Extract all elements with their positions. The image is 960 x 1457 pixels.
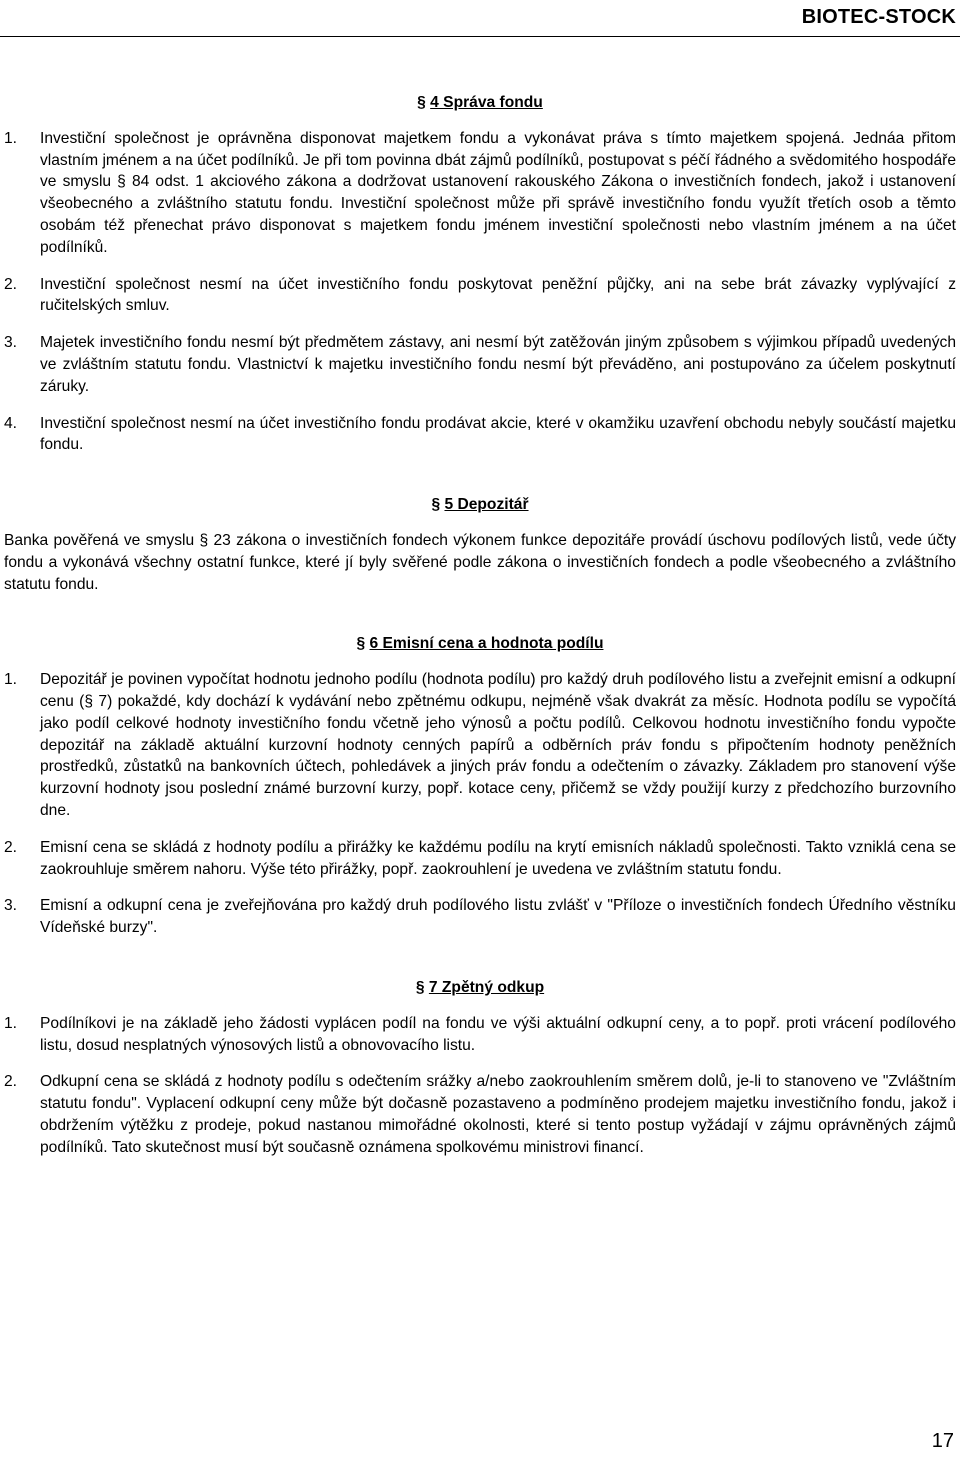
item-number: 1. bbox=[4, 1014, 18, 1032]
item-text: Investiční společnost nesmí na účet investičního fondu poskytovat peněžní půjčky, ani na sebe brát závazky vyplývající z ručitelských smluv. bbox=[40, 275, 956, 315]
section-7-zpetny-odkup bbox=[4, 977, 956, 1159]
section-6-emisni-cena bbox=[4, 633, 956, 939]
item-number: 2. bbox=[4, 275, 18, 293]
section-title: 5 Depozitář bbox=[444, 496, 529, 514]
numbered-paragraph bbox=[4, 1071, 956, 1158]
numbered-paragraph bbox=[4, 669, 956, 822]
header-divider bbox=[0, 36, 960, 37]
item-number: 2. bbox=[4, 838, 18, 856]
item-number: 4. bbox=[4, 414, 18, 432]
section-marker-icon: § bbox=[431, 496, 445, 514]
item-number: 3. bbox=[4, 897, 18, 915]
section-heading bbox=[4, 92, 956, 114]
section-heading bbox=[4, 977, 956, 999]
numbered-paragraph bbox=[4, 128, 956, 259]
numbered-paragraph bbox=[4, 274, 956, 318]
item-text: Depozitář je povinen vypočítat hodnotu jednoho podílu (hodnota podílu) pro každý druh podílového listu a zveřejnit emisní a odkupní cenu (§ 7) pokaždé, kdy dochází k vydávání nebo zpětnému odkupu, nejméně však dvakrát za měsíc. Hodnota podílu se vypočítá jako podíl celkové hodnoty investičního fondu včetně jeho výnosů a počtu podílů. Celkovou hodnotu investičního fondu vypočte depozitář na základě aktuální kurzovní hodnoty cenných papírů a odběrních práv fondu s připočtením hodnoty peněžních prostředků, zůstatků na bankovních účtech, pohledávek a jiných práv fondu a odečtením o závazky. Základem pro stanovení výše kurzovní hodnoty jsou poslední známé burzovní kurzy, popř. kotace ceny, přičemž se vždy použijí kurzy z předchozího burzovního dne. bbox=[40, 671, 956, 819]
item-number: 1. bbox=[4, 671, 18, 689]
page-number: 17 bbox=[931, 1430, 954, 1452]
section-heading bbox=[4, 494, 956, 516]
numbered-paragraph bbox=[4, 332, 956, 397]
section-spacer bbox=[4, 456, 956, 494]
numbered-paragraph bbox=[4, 837, 956, 881]
numbered-paragraph bbox=[4, 1013, 956, 1057]
section-marker-icon: § bbox=[415, 978, 429, 996]
item-text: Odkupní cena se skládá z hodnoty podílu s odečtením srážky a/nebo zaokrouhlením směrem dolů, je-li to stanoveno ve "Zvláštním statutu fondu". Vyplacení odkupní ceny může být dočasně pozastaveno a podmíněno prodejem majetku investičního fondu, jakož i obdržením výtěžku z prodeje, pokud nastanou mimořádné okolnosti, které si tento postup vyžádají v zájmu oprávněných zájmů podílníků. Tato skutečnost musí být současně oznámena spolkovému ministrovi financí. bbox=[40, 1073, 956, 1156]
document-body bbox=[4, 92, 956, 1158]
section-title: 7 Zpětný odkup bbox=[428, 978, 545, 996]
section-4-sprava-fondu bbox=[4, 92, 956, 456]
section-title: 6 Emisní cena a hodnota podílu bbox=[369, 635, 604, 653]
item-text: Emisní a odkupní cena je zveřejňována pro každý druh podílového listu zvlášť v "Příloze o investičních fondech Úředního věstníku Vídeňské burzy". bbox=[40, 897, 956, 937]
section-spacer bbox=[4, 939, 956, 977]
item-number: 3. bbox=[4, 334, 18, 352]
numbered-paragraph bbox=[4, 895, 956, 939]
document-header-title: BIOTEC-STOCK bbox=[801, 6, 956, 28]
section-paragraph: Banka pověřená ve smyslu § 23 zákona o investičních fondech výkonem funkce depozitáře provádí úschovu podílových listů, vede účty fondu a vykonává všechny ostatní funkce, které jí byly svěřené podle zákona o investičních fondech a podle všeobecného a zvláštního statutu fondu. bbox=[4, 531, 956, 593]
item-text: Podílníkovi je na základě jeho žádosti vyplácen podíl na fondu ve výši aktuální odkupní ceny, a to popř. proti vrácení podílového listu, dosud nesplatných výnosových listů a obnovovacího listu. bbox=[40, 1014, 956, 1054]
item-text: Emisní cena se skládá z hodnoty podílu a přirážky ke každému podílu na krytí emisních nákladů společnosti. Takto vzniklá cena se zaokrouhluje směrem nahoru. Výše této přirážky, popř. zaokrouhlení je uvedena ve zvláštním statutu fondu. bbox=[40, 838, 956, 878]
item-number: 1. bbox=[4, 129, 18, 147]
section-marker-icon: § bbox=[356, 635, 370, 653]
item-text: Majetek investičního fondu nesmí být předmětem zástavy, ani nesmí být zatěžován jiným způsobem s výjimkou případů uvedených ve zvláštním statutu fondu. Vlastnictví k majetku investičního fondu nesmí být převáděno, ani postupováno za účelem poskytnutí záruky. bbox=[40, 334, 956, 395]
section-5-depozitar bbox=[4, 494, 956, 595]
item-number: 2. bbox=[4, 1073, 18, 1091]
section-marker-icon: § bbox=[417, 94, 431, 111]
section-heading bbox=[4, 633, 956, 655]
item-text: Investiční společnost nesmí na účet investičního fondu prodávat akcie, které v okamžiku uzavření obchodu nebyly součástí majetku fondu. bbox=[40, 414, 956, 454]
section-spacer bbox=[4, 595, 956, 633]
section-title: 4 Správa fondu bbox=[430, 94, 543, 111]
numbered-paragraph bbox=[4, 413, 956, 457]
item-text: Investiční společnost je oprávněna disponovat majetkem fondu a vykonávat práva s tímto majetkem spojená. Jednáa přitom vlastním jménem a na účet podílníků. Je při tom povinna dbát zájmů podílníků, postupovat s péčí řádného a svědomitého hospodáře ve smyslu § 84 odst. 1 akciového zákona a dodržovat ustanovení rakouského Zákona o investičních fondech, jakož i ustanovení všeobecného a zvláštního statutu fondu. Investiční společnost může při správě investičního fondu využít třetích osob a těmto osobám též přenechat právo disponovat s majetkem fondu jménem investiční společnosti nebo vlastním jménem a na účet podílníků. bbox=[40, 129, 956, 256]
